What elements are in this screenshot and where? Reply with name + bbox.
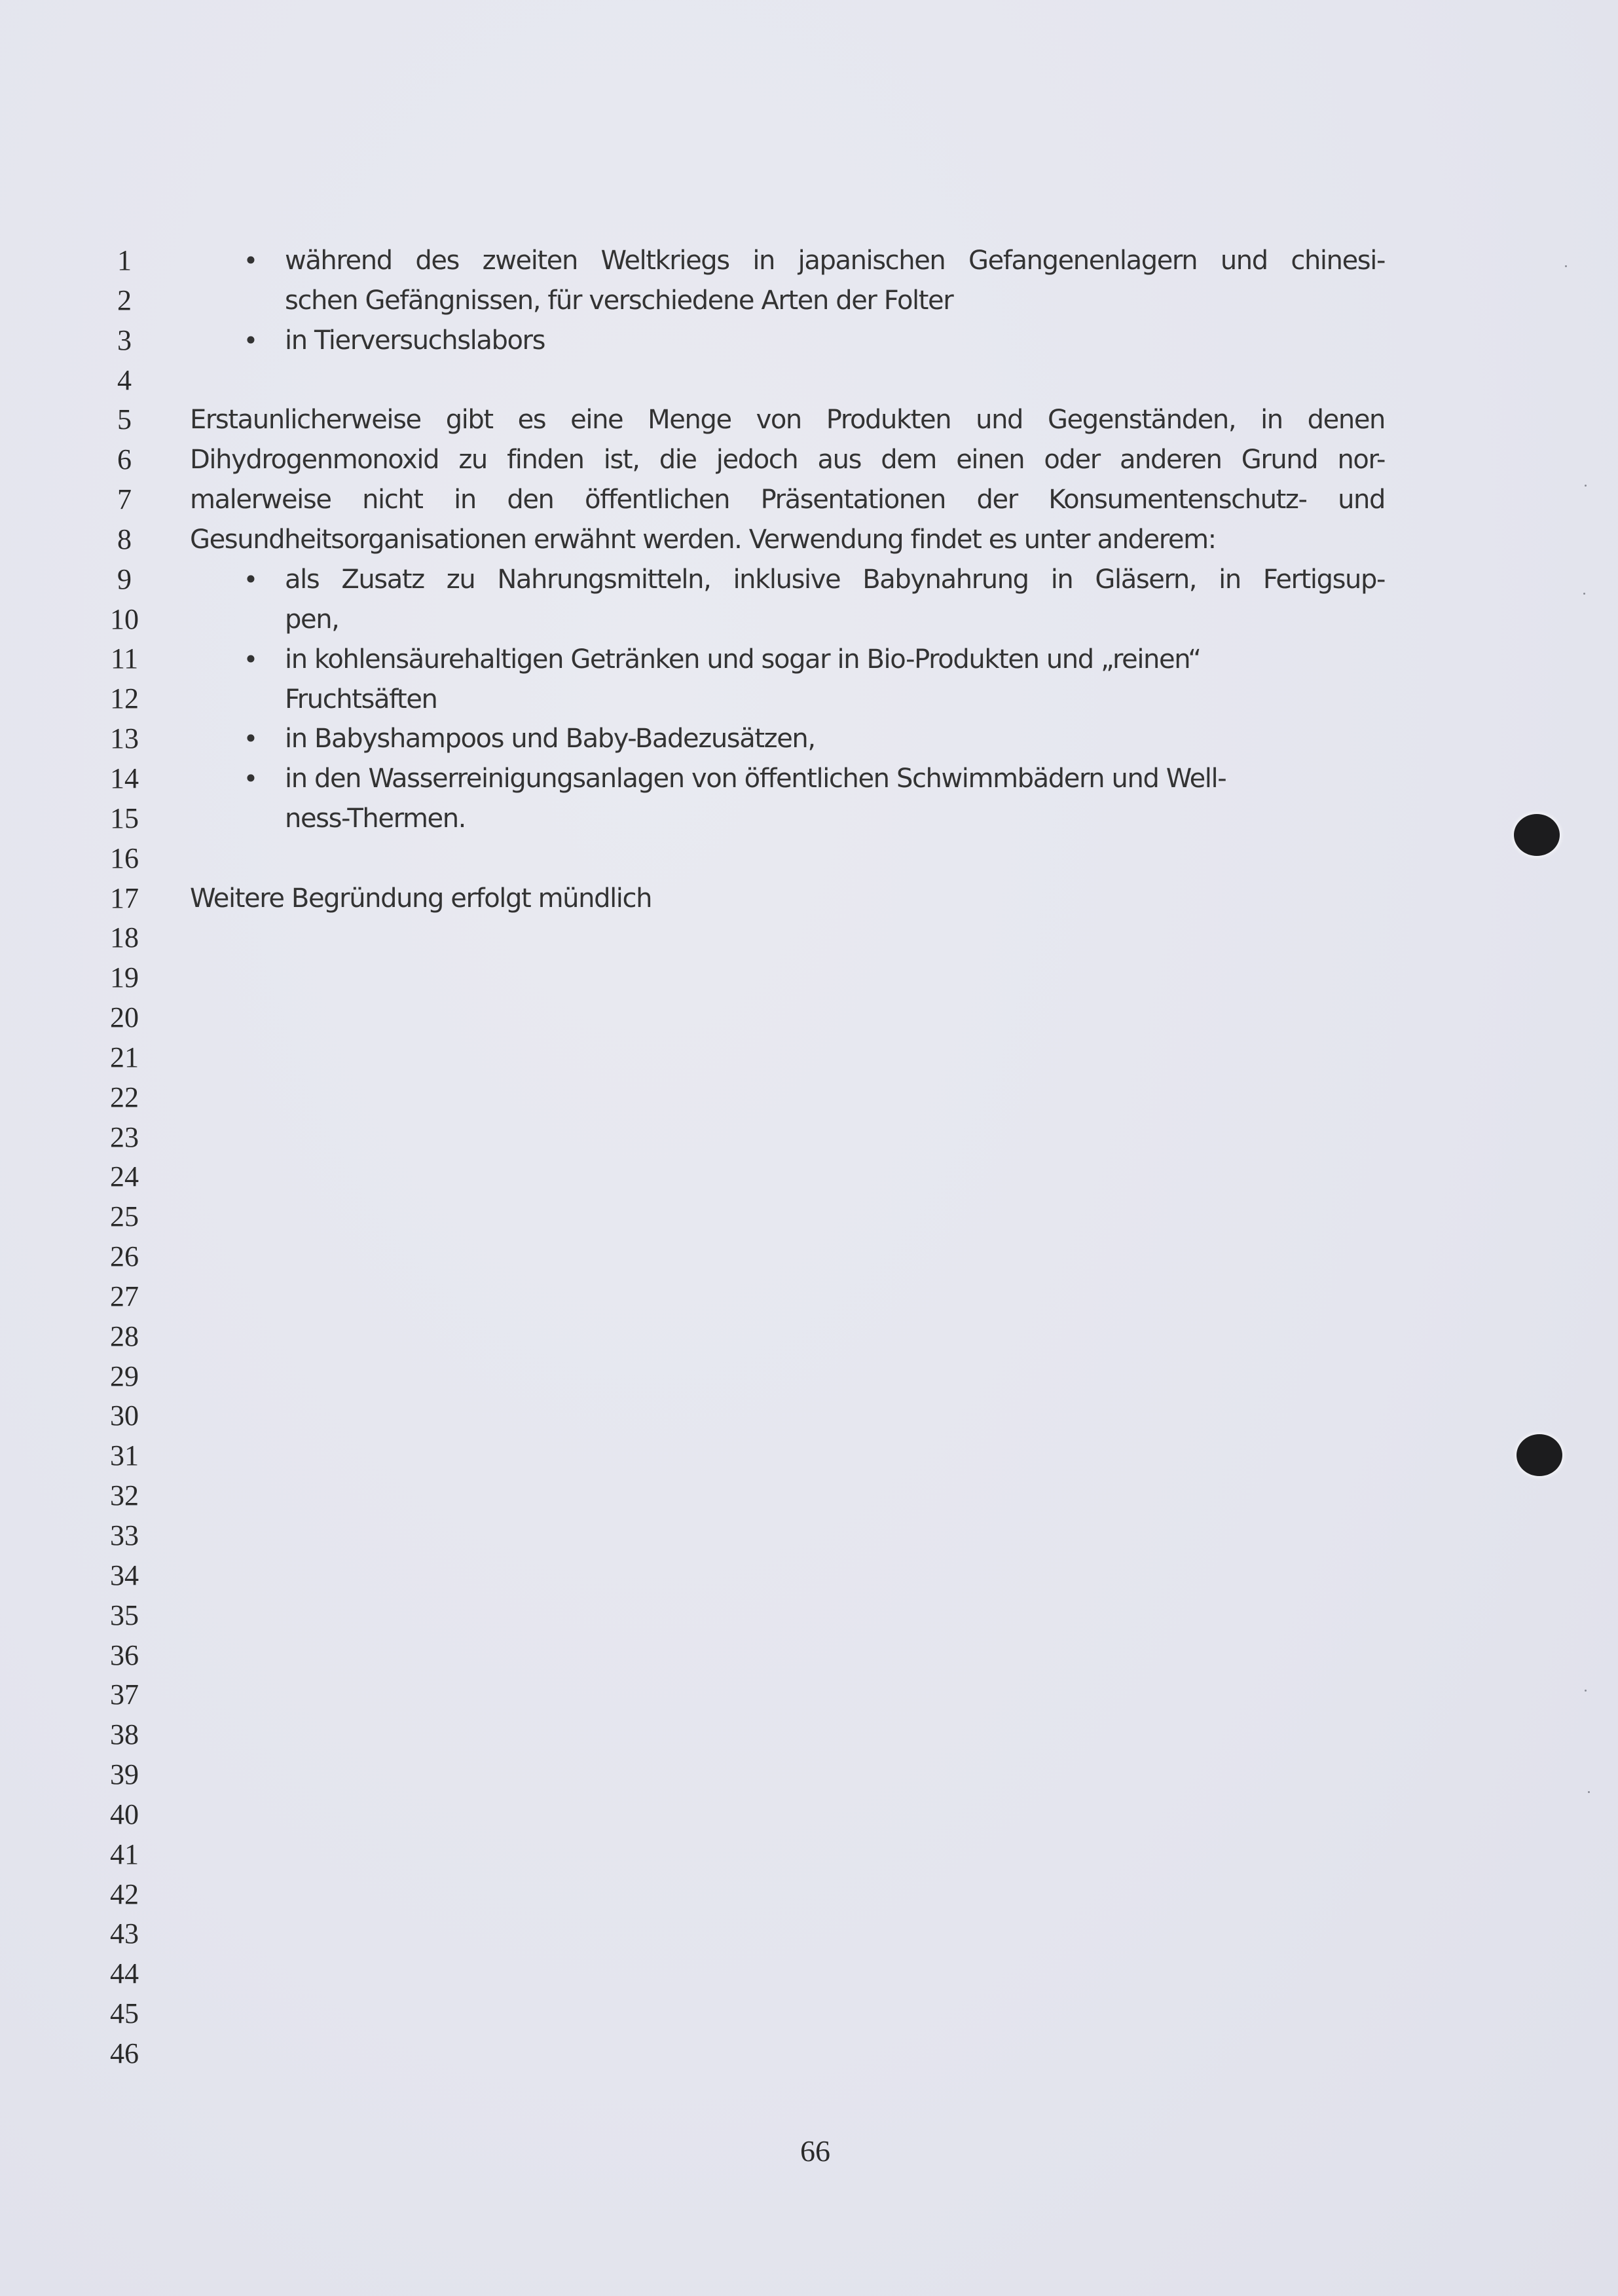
bullet-icon: • [243,326,259,355]
line-number: 28 [110,1320,139,1352]
line-number: 11 [110,642,139,675]
line-number: 5 [117,403,132,436]
line-number: 45 [110,1997,139,2030]
line-number: 17 [110,881,139,914]
paper-speck [1588,1791,1590,1793]
line-number: 25 [110,1200,139,1233]
line-number: 41 [110,1838,139,1870]
paragraph-line: Dihydrogenmonoxid zu finden ist, die jedoch aus dem einen oder anderen Grund nor- [190,445,1385,475]
line-number: 44 [110,1957,139,1990]
line-number: 23 [110,1120,139,1153]
bullet-item-line: ness-Thermen. [285,804,466,834]
line-number: 38 [110,1718,139,1751]
line-number: 40 [110,1798,139,1830]
closing-line: Weitere Begründung erfolgt mündlich [190,883,652,914]
line-number: 29 [110,1360,139,1392]
bullet-item-line: schen Gefängnissen, für verschiedene Arten der Folter [285,286,953,316]
line-number: 39 [110,1758,139,1791]
line-number: 42 [110,1878,139,1910]
line-number: 21 [110,1041,139,1073]
line-number: 12 [110,682,139,715]
paper-speck [1585,485,1587,487]
line-number-column [98,241,151,2074]
line-number: 15 [110,802,139,834]
line-number: 33 [110,1519,139,1551]
paragraph-line: Erstaunlicherweise gibt es eine Menge von Produkten und Gegenständen, in denen [190,405,1385,435]
paragraph-line: malerweise nicht in den öffentlichen Präsentationen der Konsumentenschutz- und [190,485,1385,515]
line-number: 37 [110,1678,139,1711]
line-number: 4 [117,363,132,396]
line-number: 46 [110,2037,139,2069]
line-number: 13 [110,722,139,755]
line-number: 8 [117,523,132,555]
line-number: 43 [110,1917,139,1950]
line-number: 1 [117,244,132,276]
bullet-item-line: in kohlensäurehaltigen Getränken und sogar in Bio-Produkten und „reinen“ [285,644,1201,675]
line-number: 32 [110,1479,139,1512]
bullet-icon: • [243,565,259,594]
line-number: 6 [117,443,132,476]
bullet-icon: • [243,724,259,753]
paper-speck [1583,593,1585,595]
line-number: 18 [110,921,139,954]
bullet-icon: • [243,764,259,793]
bullet-icon: • [243,645,259,674]
bullet-item-line: pen, [285,604,339,635]
line-number: 20 [110,1001,139,1034]
line-number: 31 [110,1439,139,1472]
bullet-item-line: in den Wasserreinigungsanlagen von öffentlichen Schwimmbädern und Well- [285,764,1226,794]
line-number: 7 [117,483,132,516]
line-number: 9 [117,563,132,595]
paragraph-line: Gesundheitsorganisationen erwähnt werden. Verwendung findet es unter anderem: [190,525,1216,555]
punch-hole-icon [1514,814,1560,856]
line-number: 2 [117,284,132,316]
line-number: 22 [110,1081,139,1113]
bullet-item-line: als Zusatz zu Nahrungsmitteln, inklusive Babynahrung in Gläsern, in Fertigsup- [285,565,1385,595]
line-number: 34 [110,1559,139,1591]
bullet-item-line: in Tierversuchslabors [285,325,545,356]
line-number: 35 [110,1599,139,1631]
bullet-item-line: während des zweiten Weltkriegs in japanischen Gefangenenlagern und chinesi- [285,246,1385,276]
line-number: 3 [117,324,132,356]
paper-speck [1565,265,1567,267]
paper-speck [1585,1690,1587,1692]
line-number: 10 [110,602,139,635]
line-number: 27 [110,1280,139,1312]
bullet-item-line: in Babyshampoos und Baby-Badezusätzen, [285,724,815,754]
line-number: 14 [110,762,139,794]
line-number: 30 [110,1399,139,1432]
line-number: 26 [110,1240,139,1273]
line-number: 16 [110,842,139,874]
line-number: 24 [110,1160,139,1193]
bullet-item-line: Fruchtsäften [285,684,437,714]
punch-hole-icon [1517,1434,1562,1476]
bullet-icon: • [243,246,259,275]
line-number: 19 [110,961,139,994]
page-number: 66 [800,2134,830,2168]
line-number: 36 [110,1639,139,1671]
